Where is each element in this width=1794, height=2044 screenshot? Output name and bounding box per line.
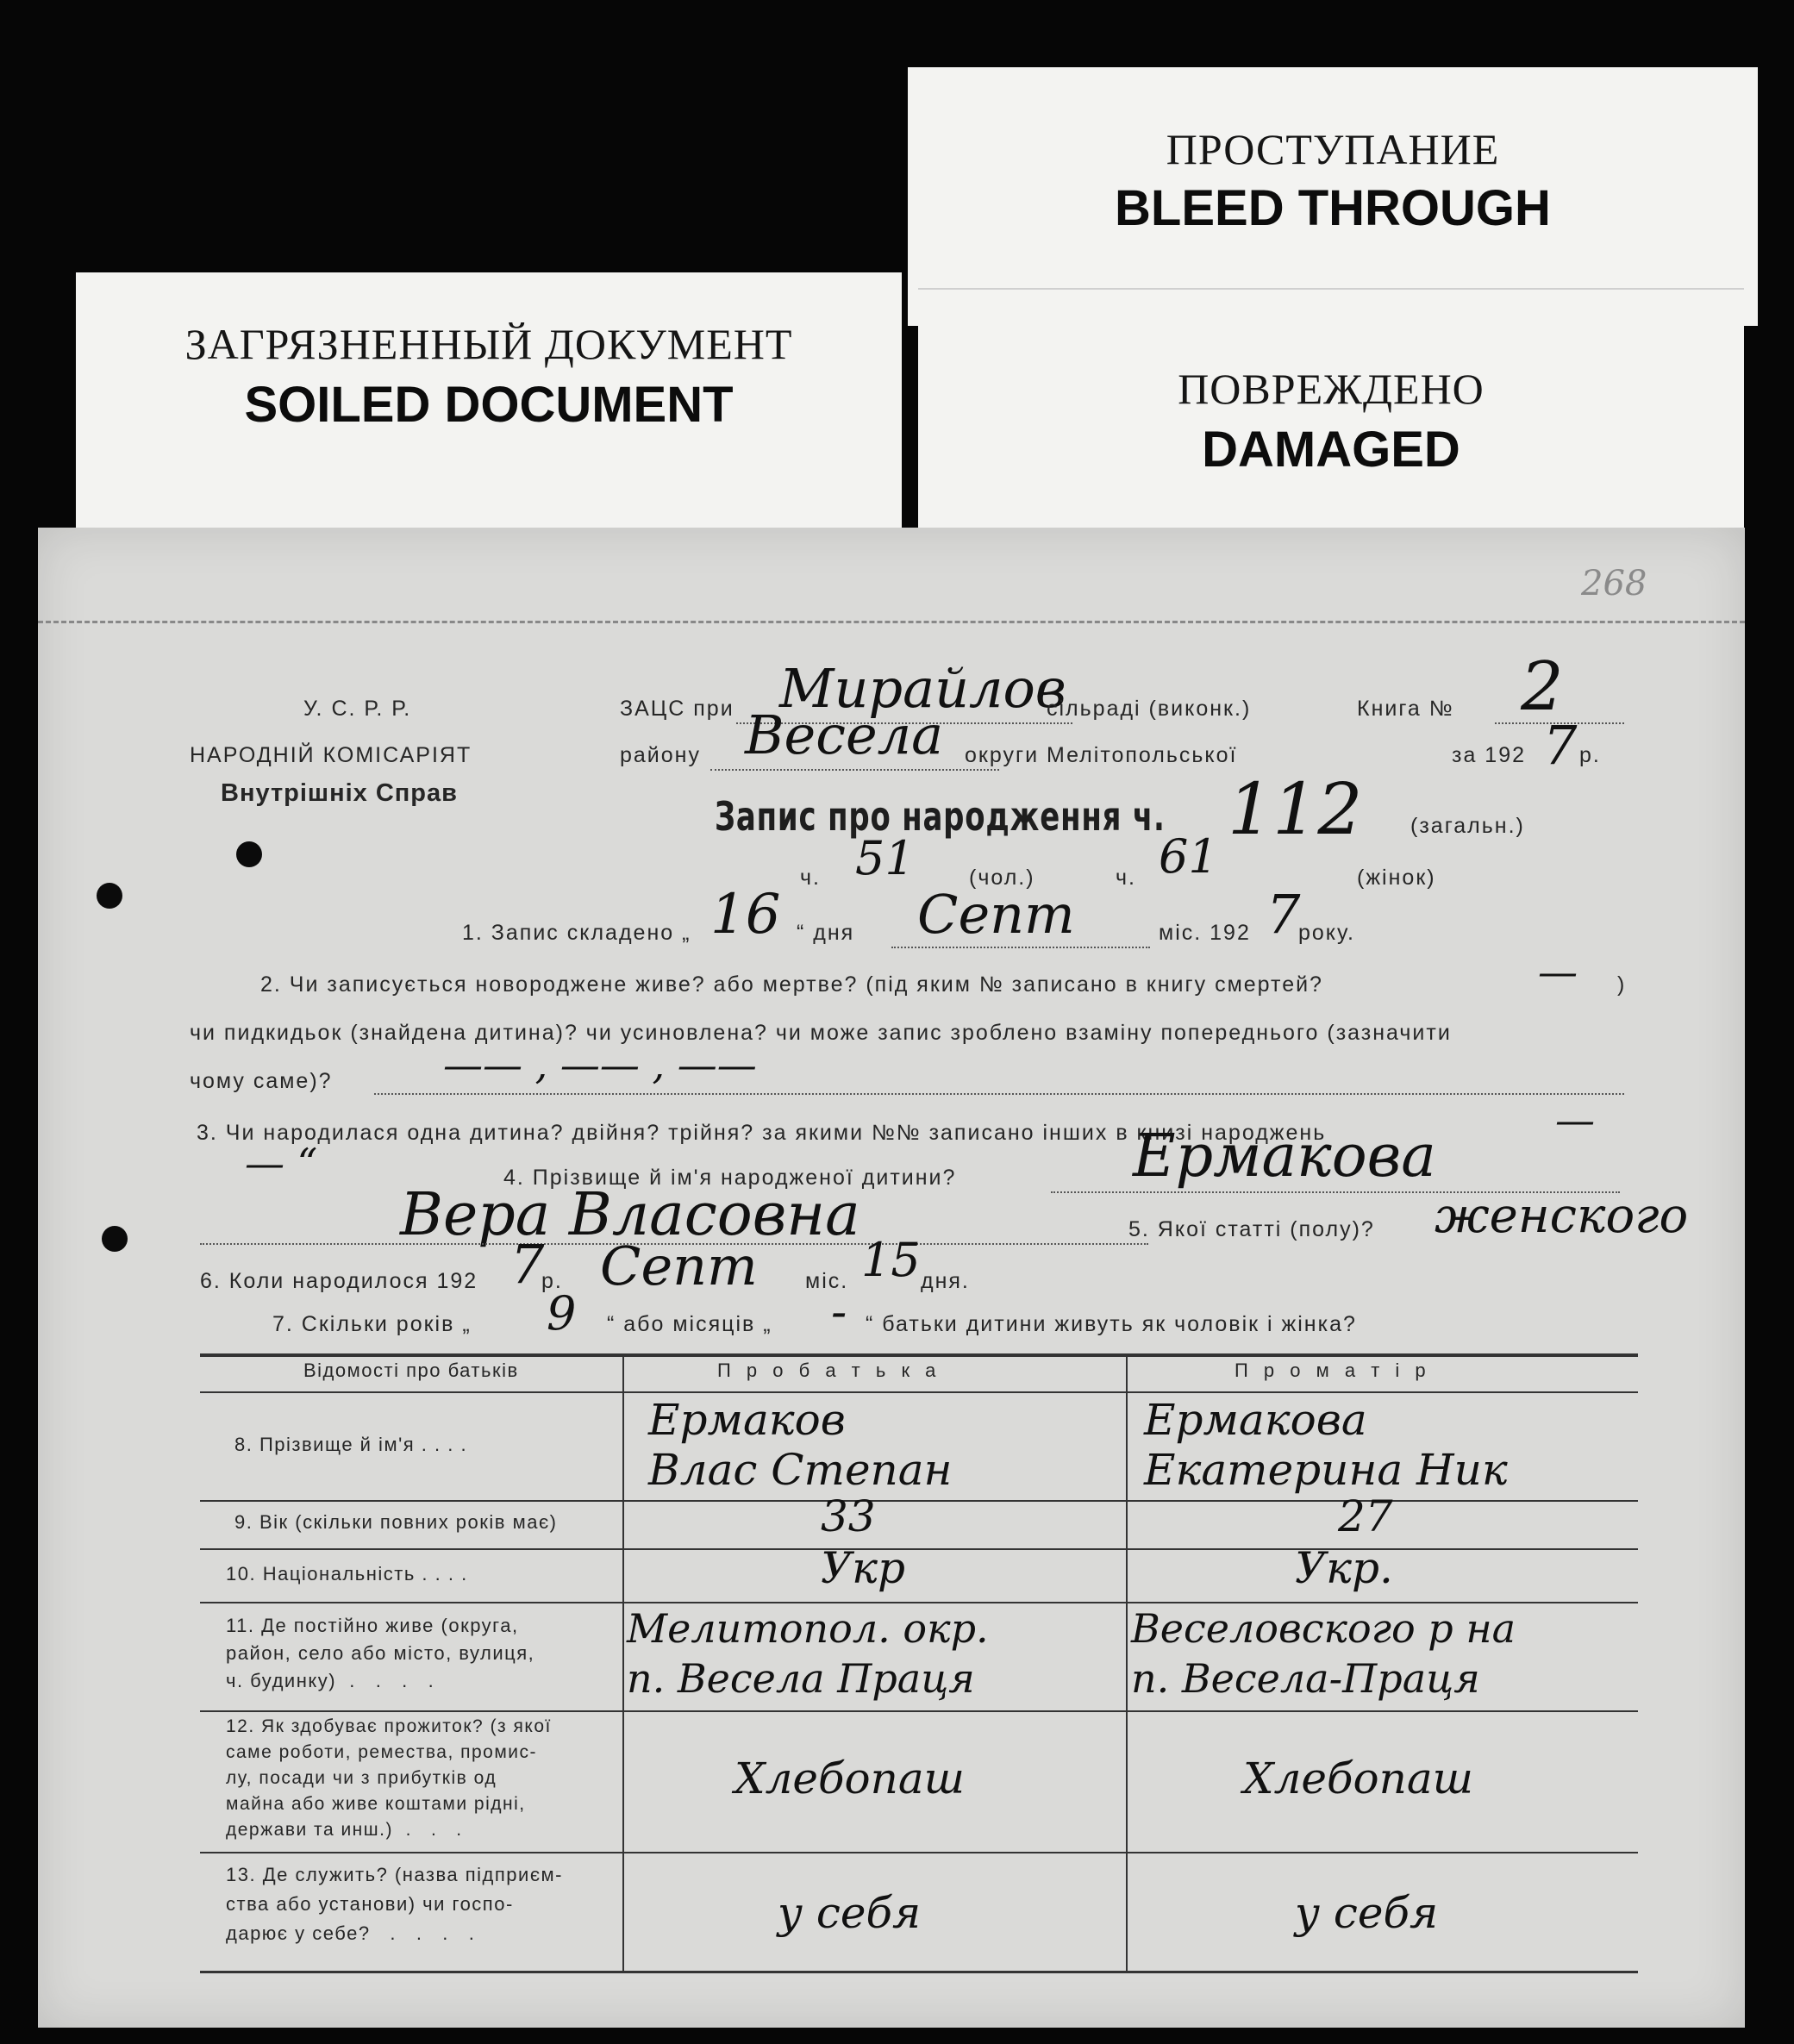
field2-line2: чи пидкидьок (знайдена дитина)? чи усиновлена? чи може запис зроблено взаміну попереднього (зазначити: [190, 1021, 1452, 1045]
col-header-father: П р о б а т ь к а: [717, 1360, 941, 1381]
record-number: 112: [1228, 769, 1363, 851]
father-livelihood: Хлебопаш: [734, 1753, 966, 1803]
field6-end: дня.: [921, 1269, 970, 1293]
zags-value: Мирайлов: [779, 657, 1066, 720]
father-name: Ермаков Влас Степан: [648, 1395, 953, 1495]
row-label-name: 8. Прізвище й ім'я . . . .: [234, 1434, 468, 1455]
district-suffix: округи Мелітопольської: [965, 743, 1238, 767]
commissariat-line1: НАРОДНІЙ КОМІСАРІЯТ: [190, 743, 472, 767]
general-label: (загальн.): [1410, 814, 1525, 838]
punch-hole: [102, 1226, 128, 1252]
mother-name: Ермакова Екатерина Ник: [1144, 1395, 1508, 1495]
male-prefix: ч.: [800, 866, 821, 890]
mother-residence: Веселовского р на п. Весела-Праця: [1131, 1605, 1516, 1702]
birth-day: 15: [861, 1233, 921, 1287]
field6-mid: р.: [541, 1269, 563, 1293]
female-suffix: (жінок): [1357, 866, 1436, 890]
perforation-line: [38, 621, 1745, 623]
father-nationality: Укр: [821, 1543, 905, 1593]
child-sex: женского: [1435, 1188, 1689, 1244]
row-label-residence: 11. Де постійно живе (округа, район, село або місто, вулиця, ч. будинку) . . . .: [226, 1615, 535, 1691]
row-label-livelihood: 12. Як здобуває прожиток? (з якої саме роботи, ремества, промис- лу, посади чи з прибутків од майна або живе коштами рідні, держави та инш.) . . .: [226, 1716, 552, 1840]
soiled-document-label: [76, 272, 902, 548]
mother-workplace: у себя: [1295, 1888, 1439, 1938]
damaged-label: [918, 288, 1744, 548]
years-together: 9: [547, 1286, 577, 1341]
months-together: -: [831, 1285, 847, 1339]
page-number: 268: [1581, 564, 1647, 603]
field6-mid2: міс.: [805, 1269, 849, 1293]
field1-year: 7: [1266, 883, 1301, 946]
field3-label: 3. Чи народилася одна дитина? двійня? трійня? за якими №№ записано інших в книзі народжень: [197, 1121, 1327, 1145]
child-surname: Ермакова: [1133, 1122, 1436, 1191]
field1-dotted-line: [891, 947, 1150, 948]
field1-day: 16: [710, 883, 781, 947]
mother-nationality: Укр.: [1295, 1543, 1393, 1593]
field4-label: 4. Прізвище й ім'я народженої дитини?: [503, 1166, 957, 1190]
field1-label: 1. Запис складено „: [462, 921, 691, 945]
commissariat-line2: Внутрішніх Справ: [221, 779, 458, 807]
book-value: 2: [1521, 648, 1564, 726]
field7-mid: “ або місяців „: [607, 1312, 772, 1336]
field7-end: “ батьки дитини живуть як чоловік і жінка?: [866, 1312, 1357, 1336]
year-value: 7: [1543, 714, 1578, 777]
field2-line3: чому саме)?: [190, 1069, 333, 1093]
field3-value: —: [1555, 1097, 1595, 1143]
year-label: за 192: [1452, 743, 1527, 767]
father-workplace: у себя: [778, 1888, 922, 1938]
book-label: Книга №: [1357, 697, 1454, 721]
zags-prefix: ЗАЦС при: [620, 697, 734, 721]
male-suffix: (чол.): [969, 866, 1035, 890]
mother-age: 27: [1338, 1491, 1393, 1541]
district-dotted-line: [710, 769, 999, 771]
damaged-label-ru: ПОВРЕЖДЕНО: [1178, 365, 1485, 413]
row-label-workplace: 13. Де служить? (назва підприєм- ства або установи) чи госпо- дарює у себе? . . . .: [226, 1864, 564, 1944]
field2-line1: 2. Чи записується новороджене живе? або мертве? (під яким № записано в книгу смертей?: [260, 972, 1323, 997]
father-age: 33: [821, 1491, 876, 1541]
child-name: Вера Власовна: [400, 1181, 860, 1249]
field2-line3-value: —— , —— , ——: [443, 1041, 757, 1088]
birth-record-sheet: [38, 528, 1745, 2028]
soiled-label-ru: ЗАГРЯЗНЕННЫЙ ДОКУМЕНТ: [184, 320, 793, 368]
district-prefix: району: [620, 743, 701, 767]
field3-continued: — “: [245, 1140, 318, 1186]
female-count: 61: [1159, 829, 1218, 884]
punch-hole: [236, 841, 262, 867]
punch-hole: [97, 883, 122, 909]
bleed-label-en: BLEED THROUGH: [1115, 180, 1551, 236]
field1-month: Септ: [917, 883, 1075, 946]
field2-line1-end: ): [1617, 972, 1627, 997]
field5-label: 5. Якої статті (полу)?: [1128, 1217, 1375, 1241]
birth-month: Септ: [600, 1235, 758, 1297]
field1-month-suffix: міс. 192: [1159, 921, 1251, 945]
year-suffix: р.: [1579, 743, 1601, 767]
damaged-label-en: DAMAGED: [1202, 422, 1460, 478]
col-header-mother: П р о м а т і р: [1235, 1360, 1431, 1381]
zags-suffix: сільраді (виконк.): [1047, 697, 1252, 721]
field7-label: 7. Скільки років „: [272, 1312, 472, 1336]
field6-label: 6. Коли народилося 192: [200, 1269, 478, 1293]
col-header-info: Відомості про батьків: [303, 1360, 519, 1381]
female-prefix: ч.: [1116, 866, 1136, 890]
parents-table: [200, 1353, 1638, 1972]
district-value: Весела: [745, 703, 944, 766]
field2-value: —: [1538, 948, 1578, 995]
field1-year-suffix: року.: [1298, 921, 1355, 945]
row-label-nationality: 10. Національність . . . .: [226, 1563, 468, 1585]
bleed-through-label: [908, 67, 1758, 326]
republic-abbr: У. С. Р. Р.: [303, 697, 412, 721]
field2-dotted-line: [374, 1093, 1624, 1095]
birth-year: 7: [510, 1233, 545, 1296]
mother-livelihood: Хлебопаш: [1243, 1753, 1474, 1803]
male-count: 51: [855, 831, 915, 885]
soiled-label-en: SOILED DOCUMENT: [244, 377, 734, 433]
father-residence: Мелитопол. окр. п. Весела Праця: [627, 1605, 989, 1702]
record-title: Запис про народження ч.: [715, 793, 1166, 840]
row-label-age: 9. Вік (скільки повних років має): [234, 1511, 558, 1533]
field1-day-suffix: “ дня: [797, 921, 855, 945]
bleed-label-ru: ПРОСТУПАНИЕ: [1166, 125, 1500, 173]
